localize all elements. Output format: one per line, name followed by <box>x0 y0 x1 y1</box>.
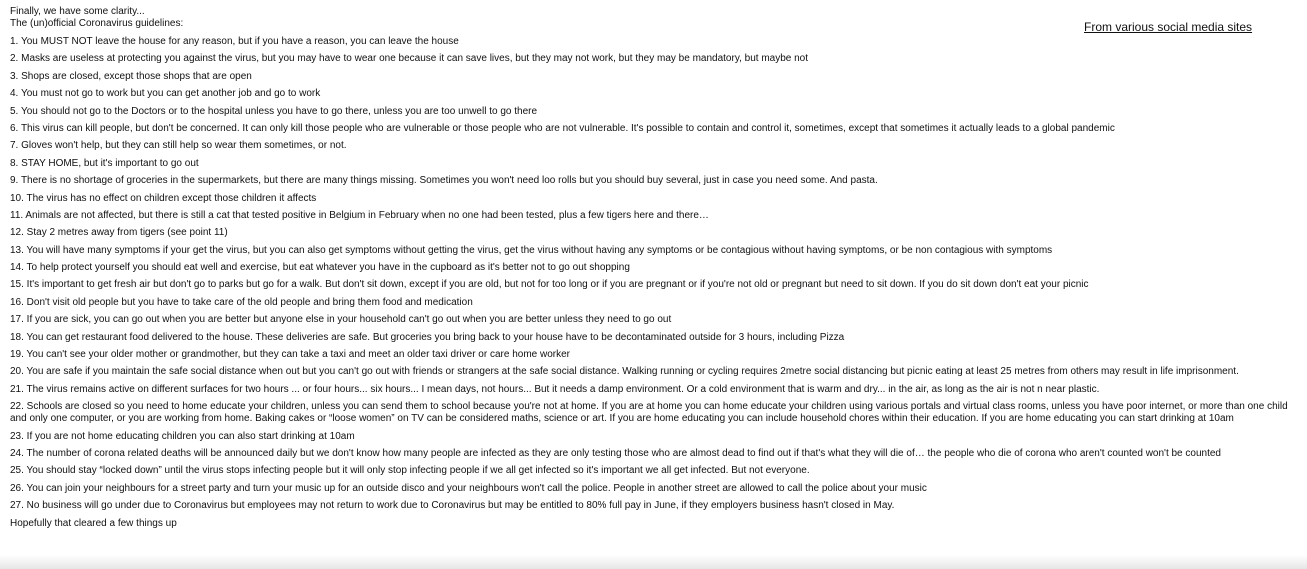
list-item: 15. It's important to get fresh air but don't go to parks but go for a walk. But don't sit down, except if you are old, but not for too long or if you are pregnant or if you're not old or pregnant but need to sit down. If you do sit down don't eat your picnic <box>10 279 1089 291</box>
list-item: 11. Animals are not affected, but there is still a cat that tested positive in Belgium in February when no one had been tested, plus a few tigers here and there… <box>10 209 709 221</box>
list-item: 8. STAY HOME, but it's important to go out <box>10 157 199 169</box>
list-item: 20. You are safe if you maintain the safe social distance when out but you can't go out with friends or strangers at the safe social distance. Walking running or cycling requires 2metre social distancing but picnic eating at least 25 metres from others may result in life imprisonment. <box>10 366 1239 378</box>
list-item: 24. The number of corona related deaths will be announced daily but we don't know how many people are infected as they are only testing those who are almost dead to find out if that's what they will die of… the people who die of corona who aren't counted won't be counted <box>10 447 1221 459</box>
list-item: 18. You can get restaurant food delivered to the house. These deliveries are safe. But groceries you bring back to your house have to be decontaminated outside for 3 hours, including Pizza <box>10 331 845 343</box>
list-item: 6. This virus can kill people, but don't be concerned. It can only kill those people who are vulnerable or those people who are not vulnerable. It's possible to contain and control it, sometimes, except that sometimes it actually leads to a global pandemic <box>10 122 1115 134</box>
list-item: 12. Stay 2 metres away from tigers (see point 11) <box>10 227 228 239</box>
list-item: 2. Masks are useless at protecting you against the virus, but you may have to wear one because it can save lives, but they may not work, but they may be mandatory, but maybe not <box>10 53 809 65</box>
list-item: 21. The virus remains active on different surfaces for two hours ... or four hours... six hours... I mean days, not hours... But it needs a damp environment. Or a cold environment that is warm and dry... in the air, as long as the air is not n near plastic. <box>10 383 1100 395</box>
list-item: 23. If you are not home educating children you can also start drinking at 10am <box>10 430 355 442</box>
document-body <box>10 6 1300 530</box>
horizontal-scrollbar[interactable] <box>0 555 1307 569</box>
greeting-text: Finally, we have some clarity... <box>10 6 145 17</box>
list-item: 22. Schools are closed so you need to home educate your children, unless you can send them to school because you're not at home. If you are at home you can home educate your children using various portals and virtual class rooms, unless you have poor internet, or more than one child and only one computer, or you are working from home. Baking cakes or “loose women” on TV can be considered maths, science or art. If you are home educating you can include household chores within their education. If you are home educating you can start drinking at 10am <box>10 401 1288 425</box>
list-item: 13. You will have many symptoms if your get the virus, but you can also get symptoms without getting the virus, get the virus without having any symptoms or be contagious without having symptoms, or be non contagious with symptoms <box>10 244 1053 256</box>
list-item: 17. If you are sick, you can go out when you are better but anyone else in your household can't go out when you are better unless they need to go out <box>10 314 672 326</box>
guidelines-list <box>10 36 1300 512</box>
list-item: 27. No business will go under due to Coronavirus but employees may not return to work due to Coronavirus but may be entitled to 80% full pay in June, if they employers business hasn't closed in May. <box>10 500 895 512</box>
page-title: The (un)official Coronavirus guidelines: <box>10 18 184 29</box>
list-item: 14. To help protect yourself you should eat well and exercise, but eat whatever you have in the cupboard as it's better not to go out shopping <box>10 262 630 274</box>
list-item: 26. You can join your neighbours for a street party and turn your music up for an outside disco and your neighbours won't call the police. People in another street are allowed to call the police about your music <box>10 482 927 494</box>
closing-text: Hopefully that cleared a few things up <box>10 517 177 529</box>
list-item: 25. You should stay “locked down” until the virus stops infecting people but it will only stop infecting people if we all get infected so it's important we all get infected. But not everyone. <box>10 465 810 477</box>
list-item: 3. Shops are closed, except those shops that are open <box>10 70 252 82</box>
list-item: 10. The virus has no effect on children except those children it affects <box>10 192 317 204</box>
list-item: 4. You must not go to work but you can get another job and go to work <box>10 88 321 100</box>
list-item: 19. You can't see your older mother or grandmother, but they can take a taxi and meet an older taxi driver or care home worker <box>10 349 570 361</box>
list-item: 7. Gloves won't help, but they can still help so wear them sometimes, or not. <box>10 140 347 152</box>
list-item: 9. There is no shortage of groceries in the supermarkets, but there are many things missing. Sometimes you won't need loo rolls but you should buy several, just in case you need some. And pasta. <box>10 175 878 187</box>
source-link[interactable]: From various social media sites <box>1084 20 1253 34</box>
list-item: 1. You MUST NOT leave the house for any reason, but if you have a reason, you can leave the house <box>10 36 459 47</box>
list-item: 16. Don't visit old people but you have to take care of the old people and bring them food and medication <box>10 296 473 308</box>
list-item: 5. You should not go to the Doctors or to the hospital unless you have to go there, unless you are too unwell to go there <box>10 105 538 117</box>
